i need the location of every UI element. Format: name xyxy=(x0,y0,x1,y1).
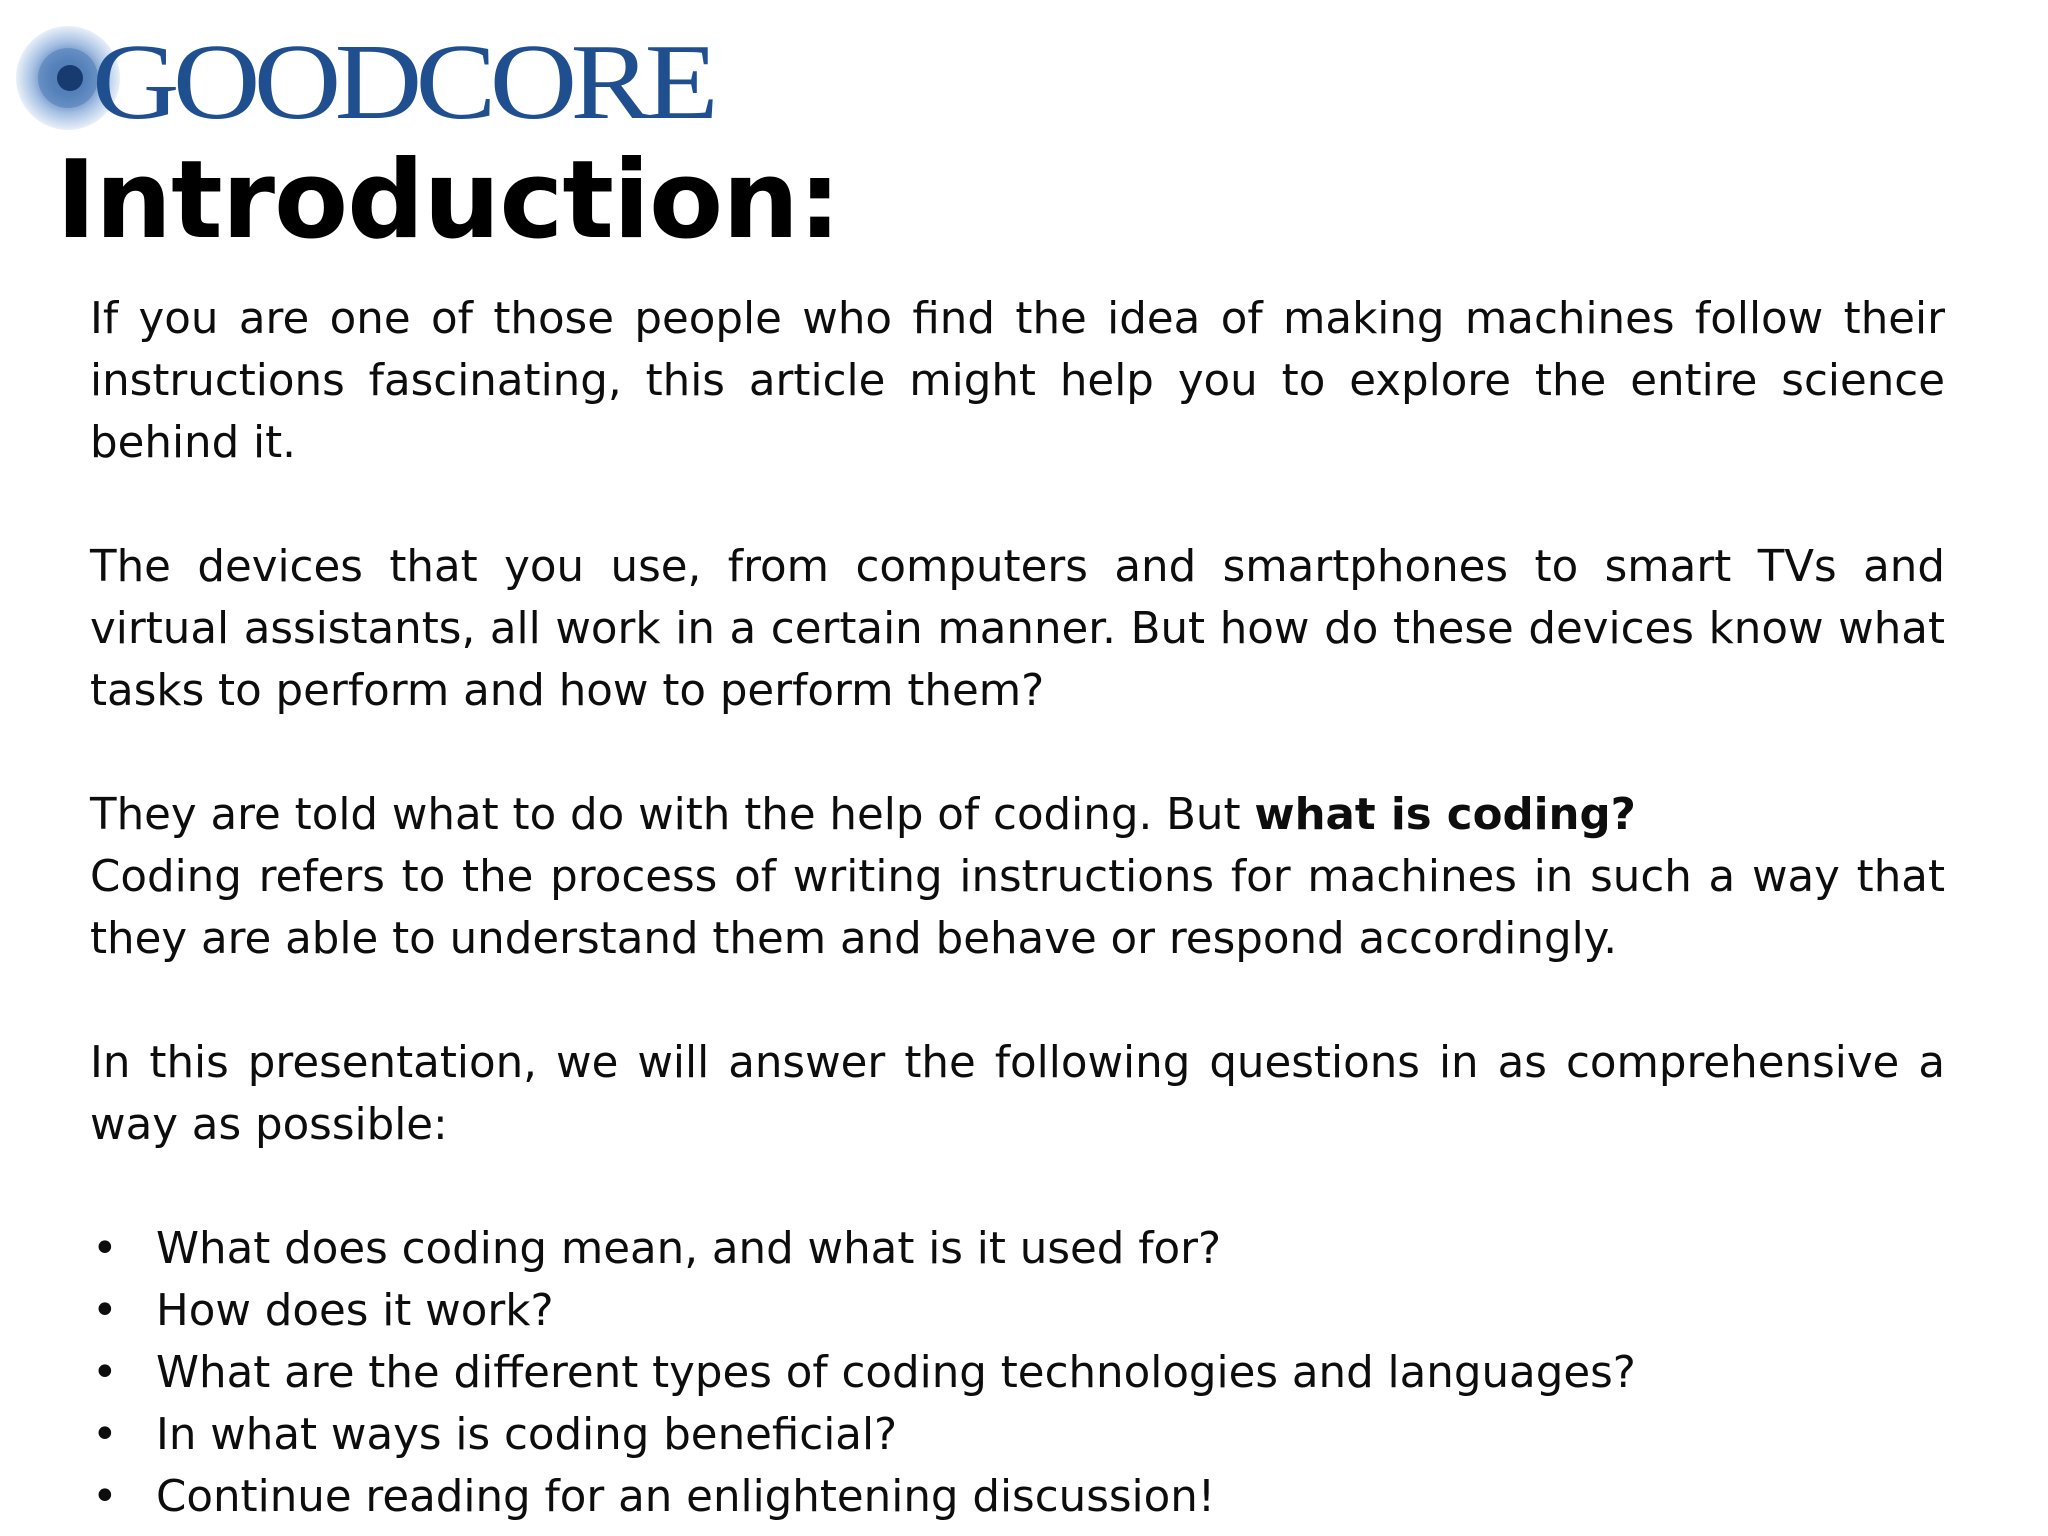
list-item xyxy=(90,1280,1945,1342)
bullet-icon: • xyxy=(92,1224,118,1274)
logo-wordmark: GOODCORE xyxy=(92,23,714,132)
paragraph-devices: The devices that you use, from computers and smartphones to smart TVs and virtual assistants, all work in a certain manner. But how do these devices know what tasks to perform and how to perform them? xyxy=(90,542,1945,716)
paragraph-coding-definition: Coding refers to the process of writing instructions for machines in such a way that they are able to understand them and behave or respond accordingly. xyxy=(90,852,1945,964)
list-item-text: Continue reading for an enlightening discussion! xyxy=(156,1472,1216,1522)
paragraph-coding-question xyxy=(90,784,1945,846)
list-item xyxy=(90,1466,1945,1528)
list-item-text: How does it work? xyxy=(156,1286,554,1336)
bullet-icon: • xyxy=(92,1410,118,1460)
list-item xyxy=(90,1342,1945,1404)
slide-content xyxy=(90,288,1945,1528)
list-item-text: What does coding mean, and what is it used for? xyxy=(156,1224,1222,1274)
list-item-text: What are the different types of coding technologies and languages? xyxy=(156,1348,1636,1398)
coding-question: what is coding? xyxy=(1254,790,1636,840)
coding-lead: They are told what to do with the help of coding. But xyxy=(90,790,1255,840)
paragraph-presentation-intro: In this presentation, we will answer the following questions in as comprehensive a way as possible: xyxy=(90,1038,1945,1150)
list-item-text: In what ways is coding beneficial? xyxy=(156,1410,898,1460)
paragraph-intro: If you are one of those people who find the idea of making machines follow their instructions fascinating, this article might help you to explore the entire science behind it. xyxy=(90,294,1945,468)
list-item xyxy=(90,1404,1945,1466)
bullet-icon: • xyxy=(92,1472,118,1522)
goodcore-logo-mark xyxy=(14,22,734,132)
bullet-icon: • xyxy=(92,1286,118,1336)
page-title: Introduction: xyxy=(56,138,841,263)
list-item xyxy=(90,1218,1945,1280)
goodcore-logo xyxy=(14,22,734,132)
question-list xyxy=(90,1218,1945,1528)
bullet-icon: • xyxy=(92,1348,118,1398)
